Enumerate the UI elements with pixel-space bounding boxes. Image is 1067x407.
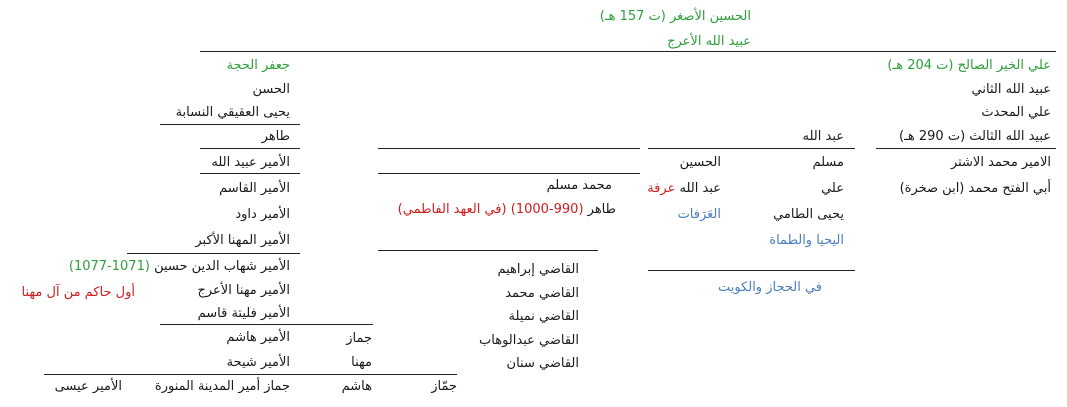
right-item: أبي الفتح محمد (ابن صخرة) bbox=[899, 181, 1051, 196]
divider bbox=[378, 148, 640, 149]
divider bbox=[876, 148, 1056, 149]
jammaz2-node: جمّاز bbox=[431, 379, 457, 394]
divider bbox=[200, 148, 300, 149]
third-item: الحسين bbox=[679, 155, 721, 170]
second-item: عبد الله bbox=[802, 129, 844, 144]
top-divider bbox=[200, 51, 1056, 52]
mohammed-muslim-node: محمد مسلم bbox=[546, 178, 612, 193]
divider bbox=[378, 250, 598, 251]
amir-isa-node: الأمير عيسى bbox=[54, 379, 122, 394]
taher-node: طاهر (990-1000) (في العهد الفاطمي) bbox=[397, 202, 616, 217]
divider bbox=[200, 173, 300, 174]
second-item: يحيى الطامي bbox=[773, 207, 844, 222]
yahya-note: اليحيا والطماة bbox=[769, 233, 844, 248]
divider bbox=[648, 148, 855, 149]
divider bbox=[648, 270, 855, 271]
left-item: الأمير القاسم bbox=[219, 181, 290, 196]
second-item: مسلم bbox=[812, 155, 844, 170]
qadi-item: القاضي عبدالوهاب bbox=[479, 333, 579, 348]
left-item: جماز أمير المدينة المنورة bbox=[154, 379, 290, 394]
left-item: الأمير شيحة bbox=[226, 355, 290, 370]
qadi-item: القاضي نميلة bbox=[508, 309, 579, 324]
right-root-node: علي الخير الصالح (ت 204 هـ) bbox=[887, 58, 1051, 73]
right-item: الامير محمد الاشتر bbox=[950, 155, 1051, 170]
left-item: الأمير فليتة قاسم bbox=[197, 306, 290, 321]
right-item: عبيد الله الثالث (ت 290 هـ) bbox=[899, 129, 1051, 144]
divider bbox=[127, 253, 300, 254]
jammaz-node: جماز bbox=[346, 331, 372, 346]
left-item: طاهر bbox=[261, 129, 290, 144]
right-item: عبيد الله الثاني bbox=[971, 82, 1051, 97]
divider bbox=[44, 374, 457, 375]
divider bbox=[378, 173, 640, 174]
divider bbox=[160, 324, 373, 325]
left-item: الأمير عبيد الله bbox=[211, 155, 290, 170]
left-item: يحيى العقيقي النسابة bbox=[175, 105, 290, 120]
hashim-node: هاشم bbox=[341, 379, 372, 394]
second-item: علي bbox=[821, 181, 844, 196]
qadi-item: القاضي محمد bbox=[505, 286, 579, 301]
left-item: الأمير هاشم bbox=[226, 330, 290, 345]
root-node: الحسين الأصغر (ت 157 هـ) bbox=[599, 9, 751, 24]
shihab-node: الأمير شهاب الدين حسين (1071-1077) bbox=[68, 259, 290, 274]
arafat-note: العَرَفات bbox=[677, 207, 721, 222]
left-item: الأمير مهنا الأعرج bbox=[197, 283, 290, 298]
muhanna-node: مهنا bbox=[351, 355, 372, 370]
qadi-item: القاضي إبراهيم bbox=[497, 262, 579, 277]
left-item: الحسن bbox=[252, 82, 290, 97]
right-item: علي المحدث bbox=[981, 105, 1051, 120]
left-item: الأمير داود bbox=[235, 207, 290, 222]
qadi-item: القاضي سنان bbox=[506, 356, 579, 371]
ubaydullah-node: عبيد الله الأعرج bbox=[667, 34, 751, 49]
hejaz-note: في الحجاز والكويت bbox=[717, 280, 822, 295]
jafar-root-node: جعفر الحجة bbox=[226, 58, 290, 73]
left-item: الأمير المهنا الأكبر bbox=[195, 233, 290, 248]
abdullah-node: عبد الله عرفة bbox=[647, 181, 721, 196]
divider bbox=[160, 124, 300, 125]
first-ruler-note: أول حاكم من آل مهنا bbox=[21, 285, 135, 300]
